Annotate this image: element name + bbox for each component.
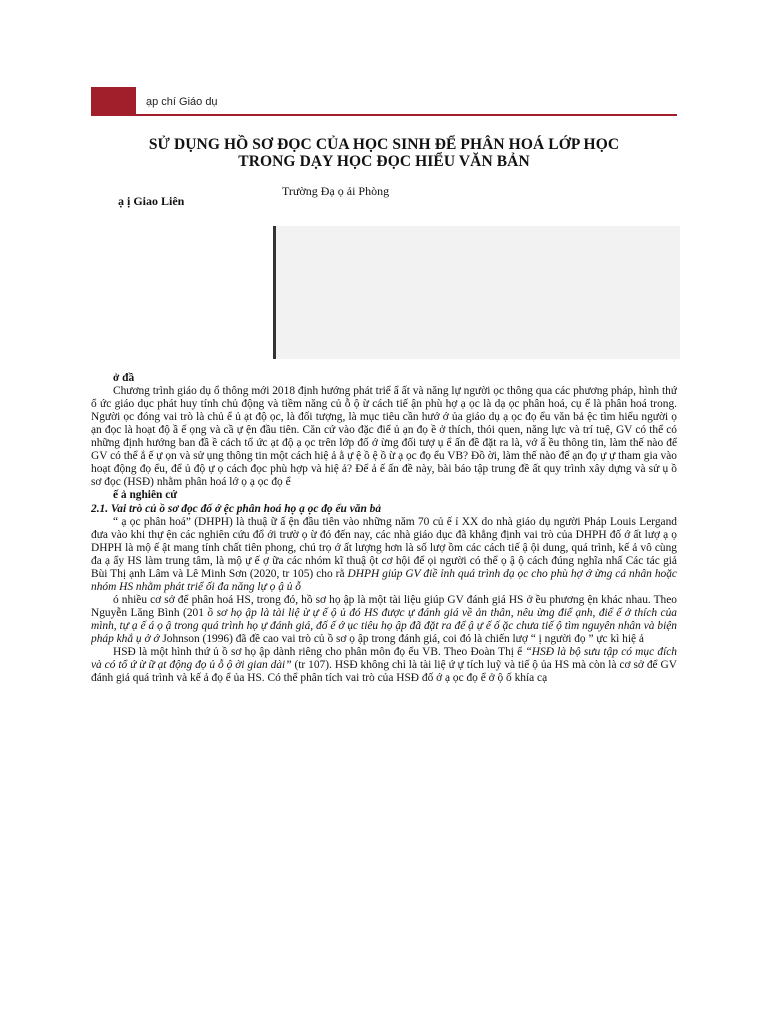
paragraph-hsd [91,646,677,685]
section-2-1-heading: 2.1. Vai trò củ ồ sơ đọc đố ớ ệc phân hoá họ ạ ọc đọ ểu văn bả [91,503,382,515]
paragraph-hsd-quote: “HSĐ là bộ sưu tập có mục đích và có tổ ứ ừ ữ ạt động đọ ủ ỗ ộ ời gian dài” [91,646,677,671]
intro-heading: ở đầ [113,372,135,384]
article-title-line-2: TRONG DẠY HỌC ĐỌC HIỂU VĂN BẢN [238,153,530,170]
article-body [91,372,677,912]
paragraph-dhph-text: “ ạ ọc phân hoá” (DHPH) là thuậ ữ ấ ện đầu tiên vào những năm 70 củ ế ỉ XX do nhà giáo dụ người Pháp Louis Lergand đưa vào khi thự ện các nghiên cứu đổ ới trườ ọ ừ đó đến nay, các nhà giáo dục đã khẳng định vai trò của DHPH đố ớ ất lượ ạ ọ DHPH là mộ ế ật mang tính chất tiên phong, chú trọ ớ ất lượng hơn là số lượ ồm các cách tiế ậ ội dung, quá trình, kế ả vô cùng đa ạ ẩy HS làm trung tâm, là mộ ự ế ợ ữa các nhóm kĩ thuậ ột cơ hội để ọi người có thể ọ ậ ộ cách đúng nghĩa nhấ Các tác giả Bùi Thị ạnh Lâm và Lê Minh Sơn (2020, tr 105) cho rằ [91,516,677,580]
article-title-line-1: SỬ DỤNG HỒ SƠ ĐỌC CỦA HỌC SINH ĐỂ PHÂN HOÁ LỚP HỌC [148,136,620,153]
paragraph-learning-portfolio [91,594,677,646]
abstract-box [273,226,680,359]
paragraph-hsd-text-a: HSĐ là một hình thứ ủ ồ sơ họ ập dành riêng cho phân môn đọ ểu VB. Theo Đoàn Thị ể [113,646,526,658]
header-rule [91,114,677,116]
paragraph-hsd-text-b: (tr 107). HSĐ không chỉ là tài liệ ứ ự tích luỹ và tiế ộ ủa HS mà còn là cơ sở để GV đánh giá quá trình và kế ả đọ ể ủa HS. Có thể phân tích vai trò của HSĐ đố ớ ạ ọc đọ ể ở ộ ố khía cạ [91,659,677,684]
journal-name: ạp chí Giáo dụ [146,96,218,108]
author-affiliation: Trường Đạ ọ ải Phòng [282,184,390,198]
paragraph-intro: Chương trình giáo dụ ổ thông mới 2018 định hướng phát triể ẩ ất và năng lự người ọc thông qua các phương pháp, hình thứ ổ ức giáo dục phát huy tính chủ động và tiềm năng củ ỗ ộ ừ cách tiế ận phù hợ ạ ọc là dạ ọc phân hoá, cụ ể là phân hoá trong. Người ọc đóng vai trò là chủ ể ủ ạt độ ọc, là đối tượng, là mục tiêu cần hướ ớ ủa giáo dụ ạ ọc đọ ểu văn bả ệc tìm hiểu người ọ ạn đọc là hoạt độ ầ ế ọng và cầ ự ện đầu tiên. Căn cứ vào đặc điể ủ ạn đọ ề ở thích, thói quen, năng lực và trí tuệ, GV có thể có những định hướng ban đầ ề cách tổ ức ạt độ ạ ọc trên lớp đố ớ ừng đối tượ ụ ể ấn đề đặt ra là, vớ ấ ều thông tin, làm thế nào để GV có thể ắ ế ự ọn và sử ụng thông tin một cách hiệ ả ằ ự ệ ồ ệ ồ ừ ạ ọc đọ ểu VB? Đồ ời, làm thế nào để ạn đọ ự ự tham gia vào hoạt động đọ ểu, để ủ độ ự ọ cách đọc phù hợp và hiệ ả? Để ả ế ấn đề này, bài báo tập trung đề ất quy trình xây dựng và sử ụ ồ sơ đọc (HSĐ) nhằm phân hoá lớ ọ ạ ọc đọ ể [91,385,677,488]
paragraph-dhph-italic: DHPH giúp GV điề ỉnh quá trình dạ ọc cho phù hợ ớ ừng cá nhân hoặc nhóm HS nhằm phát triể ối đa năng lự ọ ậ ủ ỗ [91,568,677,593]
paragraph-dhph [91,516,677,594]
paragraph-portfolio-text-b: Johnson (1996) đã đề cao vai trò củ ồ sơ ọ ập trong đánh giá, coi đó là chiến lượ “ ị người đọ ” ực kì hiệ ả [159,633,644,645]
paragraph-portfolio-italic: ồ sơ họ ập là tài liệ ừ ự ế ộ ủ đó HS được ự đánh giá về ản thân, nêu ừng điể ạnh, điể ế ở thích của mình, tự ạ ế á ọ ậ trong quá trình họ ự đánh giá, đố ế ớ ục tiêu họ ập đã đặt ra để ậ ự ế ố ặc chưa tiế ộ tìm nguyên nhân và biện pháp khắ ụ ở ớ [91,607,677,645]
header-accent-block [91,87,136,115]
research-results-heading: ế ả nghiên cứ [113,489,178,501]
paragraph-portfolio-text-a: ó nhiều cơ sở để phân hoá HS, trong đó, hồ sơ họ ập là một tài liệu giúp GV đánh giá HS ở ều phương ện khác nhau. Theo Nguyễn Lăng Bình (201 [91,594,677,619]
author-name: ạ ị Giao Liên [118,194,185,208]
